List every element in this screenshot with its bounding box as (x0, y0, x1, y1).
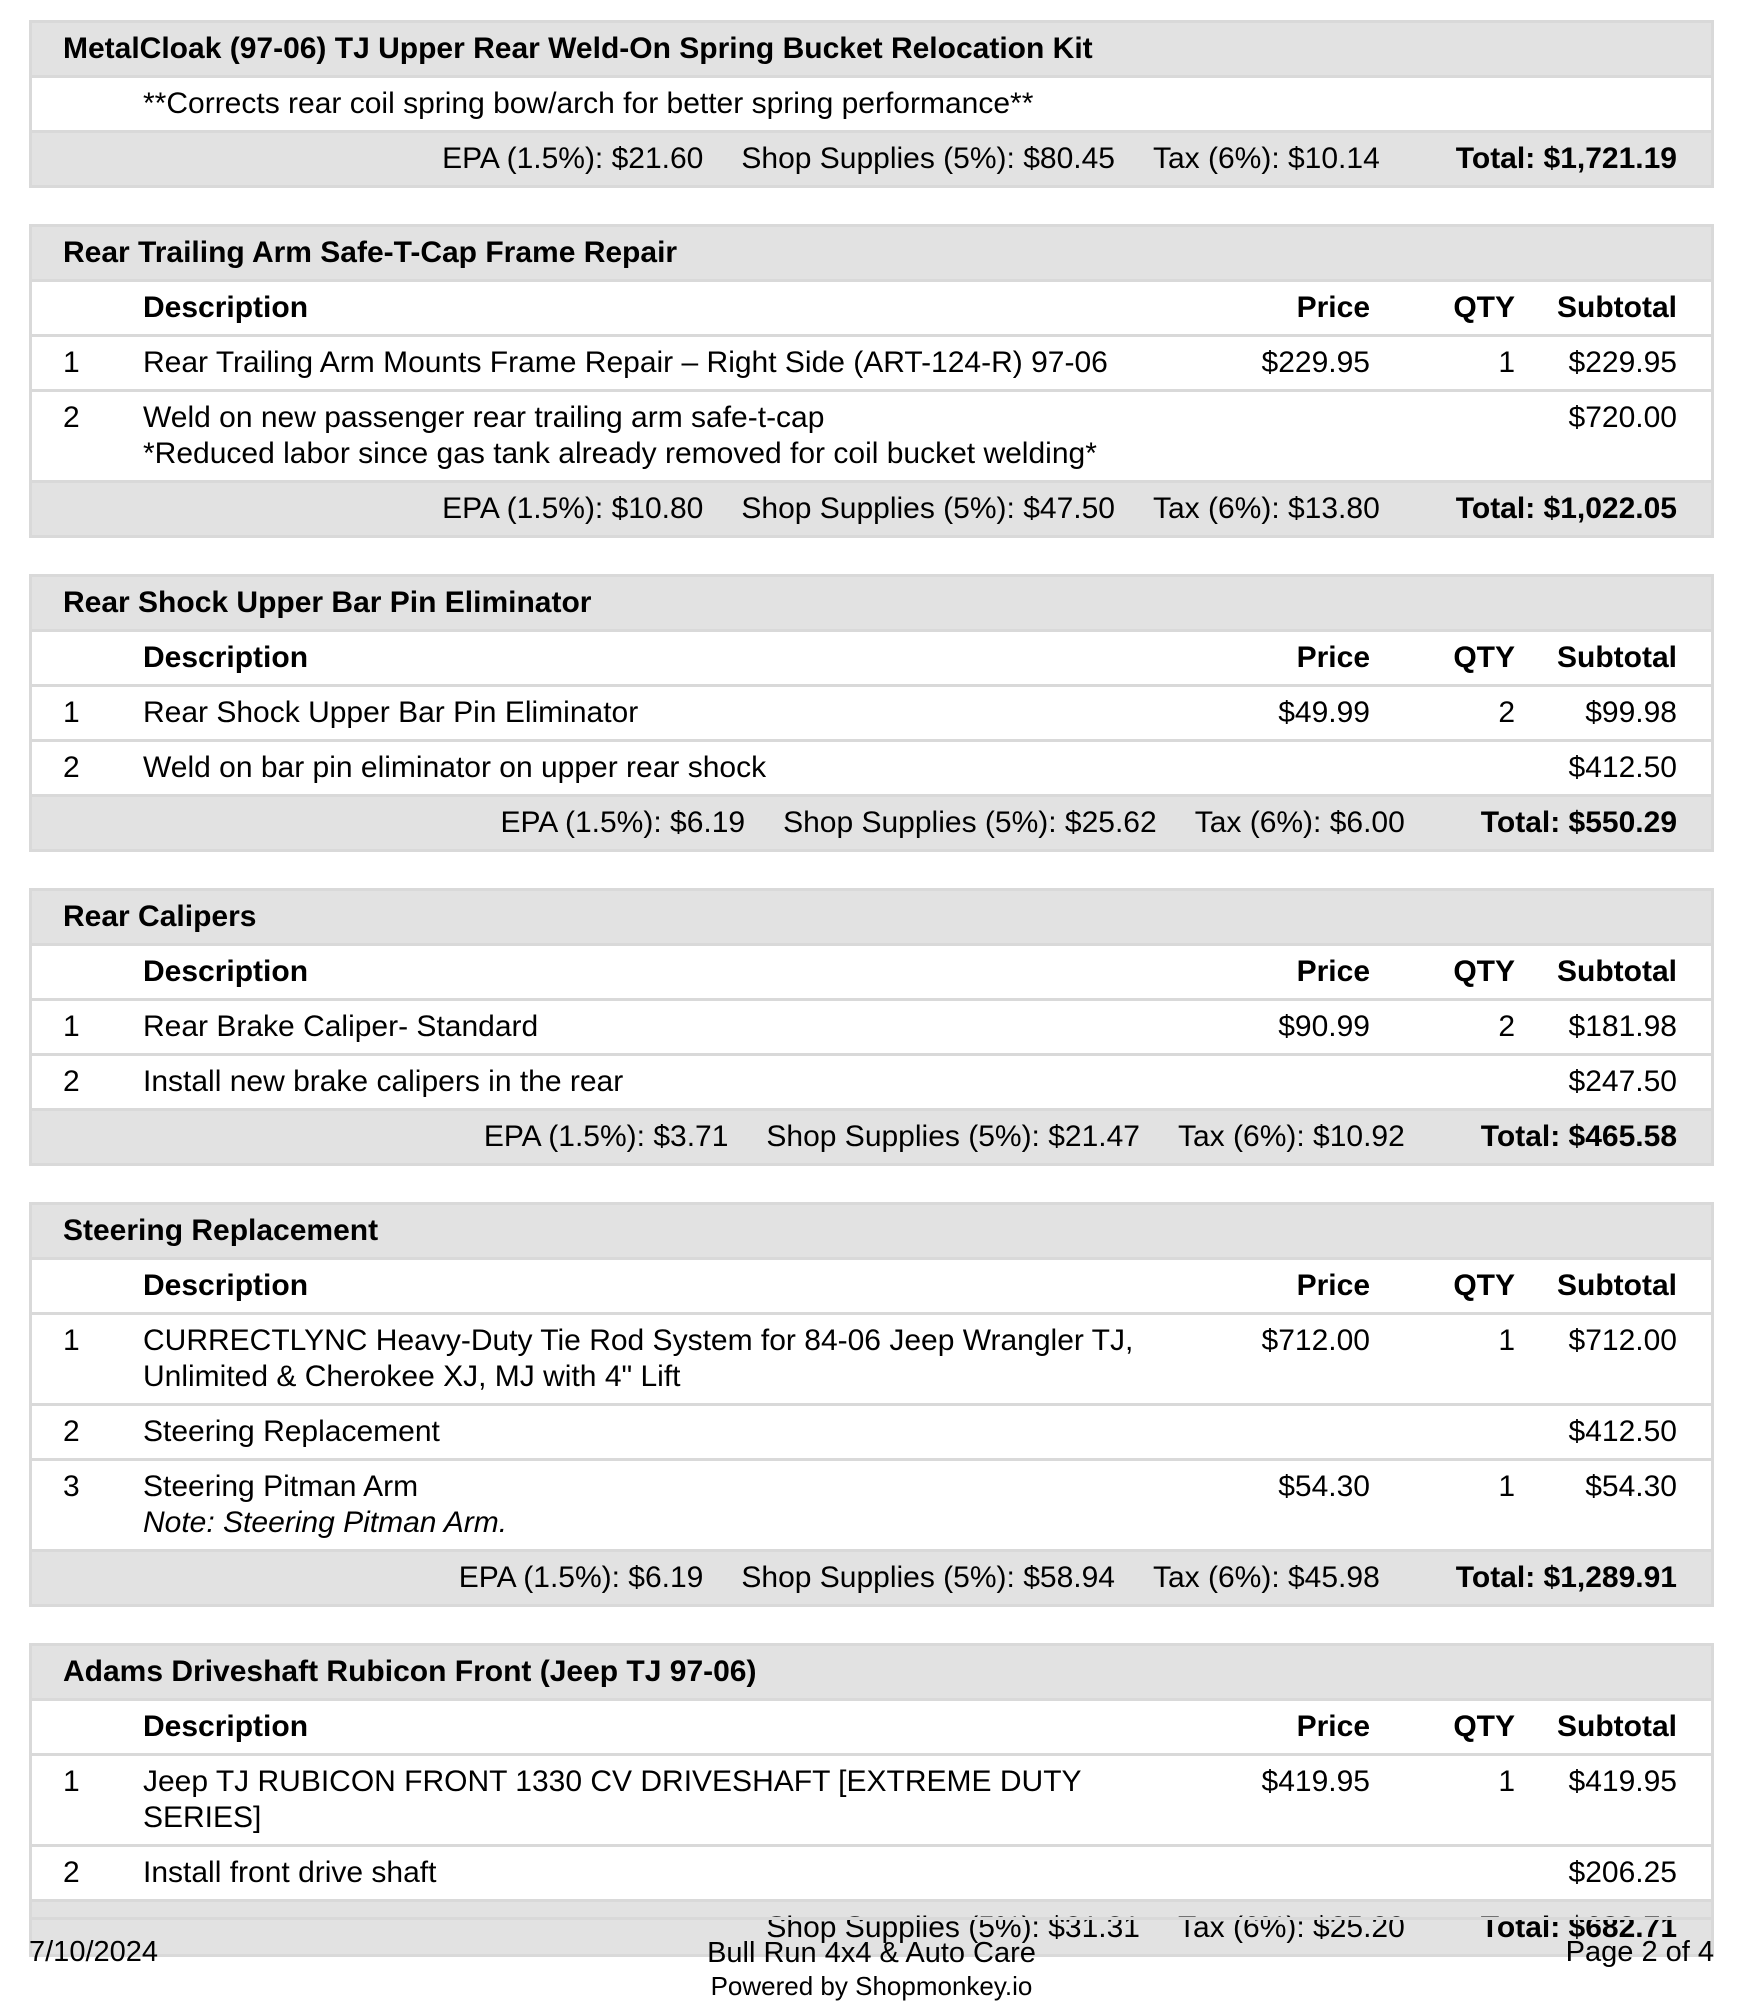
line-item (32, 684, 1711, 739)
shop-supplies: Shop Supplies (5%): $80.45 (741, 142, 1115, 175)
column-header-row (32, 279, 1711, 334)
item-description: CURRECTLYNC Heavy-Duty Tie Rod System for 84-06 Jeep Wrangler TJ, (143, 1324, 1134, 1357)
section-total: Total: $1,022.05 (1455, 492, 1677, 525)
item-subtotal: $720.00 (1568, 401, 1677, 434)
item-description: Install new brake calipers in the rear (143, 1065, 624, 1098)
item-description: Install front drive shaft (143, 1856, 437, 1889)
item-description: Jeep TJ RUBICON FRONT 1330 CV DRIVESHAFT [EXTREME DUTY SERIES] (143, 1765, 1081, 1834)
header-qty: QTY (1453, 1269, 1515, 1302)
header-subtotal: Subtotal (1557, 641, 1677, 674)
item-qty: 2 (1498, 696, 1515, 729)
totals-row (32, 1549, 1711, 1604)
item-number: 2 (63, 1415, 80, 1448)
item-qty: 1 (1498, 346, 1515, 379)
item-subtotal: $412.50 (1568, 1415, 1677, 1448)
shop-supplies: Shop Supplies (5%): $58.94 (741, 1561, 1115, 1594)
line-item (32, 389, 1711, 480)
header-price: Price (1296, 1269, 1370, 1302)
epa-fee: EPA (1.5%): $10.80 (442, 492, 704, 525)
item-price: $419.95 (1261, 1765, 1370, 1798)
section-title: Rear Calipers (63, 900, 257, 933)
column-header-row (32, 1698, 1711, 1753)
service-section-steering (29, 1202, 1714, 1607)
item-number: 1 (63, 346, 80, 379)
item-qty: 1 (1498, 1324, 1515, 1357)
service-section-trailing-arm (29, 224, 1714, 538)
item-number: 1 (63, 1324, 80, 1357)
header-description: Description (143, 291, 309, 324)
item-qty: 1 (1498, 1765, 1515, 1798)
section-title-row (32, 23, 1711, 75)
header-description: Description (143, 1710, 309, 1743)
header-description: Description (143, 955, 309, 988)
line-item (32, 1403, 1711, 1458)
totals-row (32, 480, 1711, 535)
item-number: 2 (63, 751, 80, 784)
section-total: Total: $1,721.19 (1455, 142, 1677, 175)
item-subtotal: $412.50 (1568, 751, 1677, 784)
section-title-row (32, 227, 1711, 279)
item-description: Rear Shock Upper Bar Pin Eliminator (143, 696, 639, 729)
item-price: $229.95 (1261, 346, 1370, 379)
section-note-row (32, 75, 1711, 130)
section-total: Total: $465.58 (1480, 1120, 1677, 1153)
item-number: 1 (63, 1010, 80, 1043)
tax: Tax (6%): $13.80 (1152, 492, 1380, 525)
service-section-calipers (29, 888, 1714, 1166)
totals-row (32, 1108, 1711, 1163)
totals-row (32, 130, 1711, 185)
item-price: $49.99 (1278, 696, 1370, 729)
epa-fee: EPA (1.5%): $6.19 (458, 1561, 704, 1594)
line-item (32, 334, 1711, 389)
item-subtotal: $712.00 (1568, 1324, 1677, 1357)
shop-supplies: Shop Supplies (5%): $25.62 (783, 806, 1157, 839)
header-subtotal: Subtotal (1557, 1710, 1677, 1743)
item-price: $90.99 (1278, 1010, 1370, 1043)
line-item (32, 1458, 1711, 1549)
header-price: Price (1296, 1710, 1370, 1743)
item-description-note: *Reduced labor since gas tank already removed for coil bucket welding* (143, 437, 1097, 470)
item-number: 1 (63, 1765, 80, 1798)
header-price: Price (1296, 641, 1370, 674)
section-title-row (32, 1646, 1711, 1698)
header-qty: QTY (1453, 641, 1515, 674)
item-description: Rear Trailing Arm Mounts Frame Repair – Right Side (ART-124-R) 97-06 (143, 346, 1108, 379)
header-qty: QTY (1453, 955, 1515, 988)
header-qty: QTY (1453, 291, 1515, 324)
section-note: **Corrects rear coil spring bow/arch for better spring performance** (143, 87, 1034, 120)
footer-powered-by: Powered by Shopmonkey.io (710, 1971, 1033, 2001)
item-qty: 1 (1498, 1470, 1515, 1503)
tax: Tax (6%): $10.92 (1178, 1120, 1405, 1153)
service-section-metalcloak (29, 20, 1714, 188)
footer-shop-info (29, 1936, 1714, 2002)
tax: Tax (6%): $10.14 (1152, 142, 1380, 175)
header-description: Description (143, 641, 309, 674)
item-number: 2 (63, 1065, 80, 1098)
item-description: Weld on new passenger rear trailing arm safe-t-cap (143, 401, 825, 434)
epa-fee: EPA (1.5%): $21.60 (442, 142, 704, 175)
item-subtotal: $206.25 (1568, 1856, 1677, 1889)
header-price: Price (1296, 955, 1370, 988)
line-item (32, 1312, 1711, 1403)
section-title: MetalCloak (97-06) TJ Upper Rear Weld-On Spring Bucket Relocation Kit (63, 32, 1093, 65)
section-title-row (32, 891, 1711, 943)
item-subtotal: $54.30 (1585, 1470, 1677, 1503)
item-subtotal: $99.98 (1585, 696, 1677, 729)
tax: Tax (6%): $45.98 (1152, 1561, 1380, 1594)
section-title-row (32, 1205, 1711, 1257)
service-section-driveshaft (29, 1643, 1714, 1957)
totals-row (32, 794, 1711, 849)
invoice-page (29, 20, 1714, 1993)
item-subtotal: $247.50 (1568, 1065, 1677, 1098)
item-description: Steering Pitman Arm (143, 1470, 419, 1503)
section-title: Steering Replacement (63, 1214, 379, 1247)
shop-supplies: Shop Supplies (5%): $47.50 (741, 492, 1115, 525)
column-header-row (32, 1257, 1711, 1312)
header-price: Price (1296, 291, 1370, 324)
line-item (32, 998, 1711, 1053)
item-number: 2 (63, 1856, 80, 1889)
item-description: Weld on bar pin eliminator on upper rear shock (143, 751, 767, 784)
line-item (32, 739, 1711, 794)
footer-page-number: Page 2 of 4 (1565, 1936, 1714, 1968)
item-number: 3 (63, 1470, 80, 1503)
epa-fee: EPA (1.5%): $3.71 (483, 1120, 729, 1153)
footer-date: 7/10/2024 (29, 1936, 159, 1968)
item-description: Rear Brake Caliper- Standard (143, 1010, 539, 1043)
epa-fee: EPA (1.5%): $6.19 (500, 806, 746, 839)
column-header-row (32, 629, 1711, 684)
page-footer (29, 1917, 1714, 2002)
section-title: Rear Trailing Arm Safe-T-Cap Frame Repair (63, 236, 678, 269)
item-description: Steering Replacement (143, 1415, 440, 1448)
section-total: Total: $682.71 (1480, 1911, 1677, 1944)
header-subtotal: Subtotal (1557, 291, 1677, 324)
item-note: Note: Steering Pitman Arm. (143, 1506, 508, 1539)
line-item (32, 1053, 1711, 1108)
line-item (32, 1844, 1711, 1899)
section-total: Total: $1,289.91 (1455, 1561, 1677, 1594)
line-item (32, 1753, 1711, 1844)
footer-shop-name: Bull Run 4x4 & Auto Care (707, 1937, 1036, 1969)
service-section-shock (29, 574, 1714, 852)
item-number: 1 (63, 696, 80, 729)
shop-supplies: Shop Supplies (5%): $21.47 (766, 1120, 1140, 1153)
header-qty: QTY (1453, 1710, 1515, 1743)
item-price: $712.00 (1261, 1324, 1370, 1357)
shop-supplies: Shop Supplies (5%): $31.31 (766, 1911, 1140, 1944)
item-number: 2 (63, 401, 80, 434)
section-title-row (32, 577, 1711, 629)
section-total: Total: $550.29 (1480, 806, 1677, 839)
item-subtotal: $181.98 (1568, 1010, 1677, 1043)
header-description: Description (143, 1269, 309, 1302)
section-title: Rear Shock Upper Bar Pin Eliminator (63, 586, 592, 619)
header-subtotal: Subtotal (1557, 955, 1677, 988)
section-title: Adams Driveshaft Rubicon Front (Jeep TJ 97-06) (63, 1655, 757, 1688)
item-description-cont: Unlimited & Cherokee XJ, MJ with 4" Lift (143, 1360, 681, 1393)
column-header-row (32, 943, 1711, 998)
item-qty: 2 (1498, 1010, 1515, 1043)
tax: Tax (6%): $25.20 (1178, 1911, 1405, 1944)
item-subtotal: $229.95 (1568, 346, 1677, 379)
item-subtotal: $419.95 (1568, 1765, 1677, 1798)
item-price: $54.30 (1278, 1470, 1370, 1503)
tax: Tax (6%): $6.00 (1194, 806, 1405, 839)
header-subtotal: Subtotal (1557, 1269, 1677, 1302)
